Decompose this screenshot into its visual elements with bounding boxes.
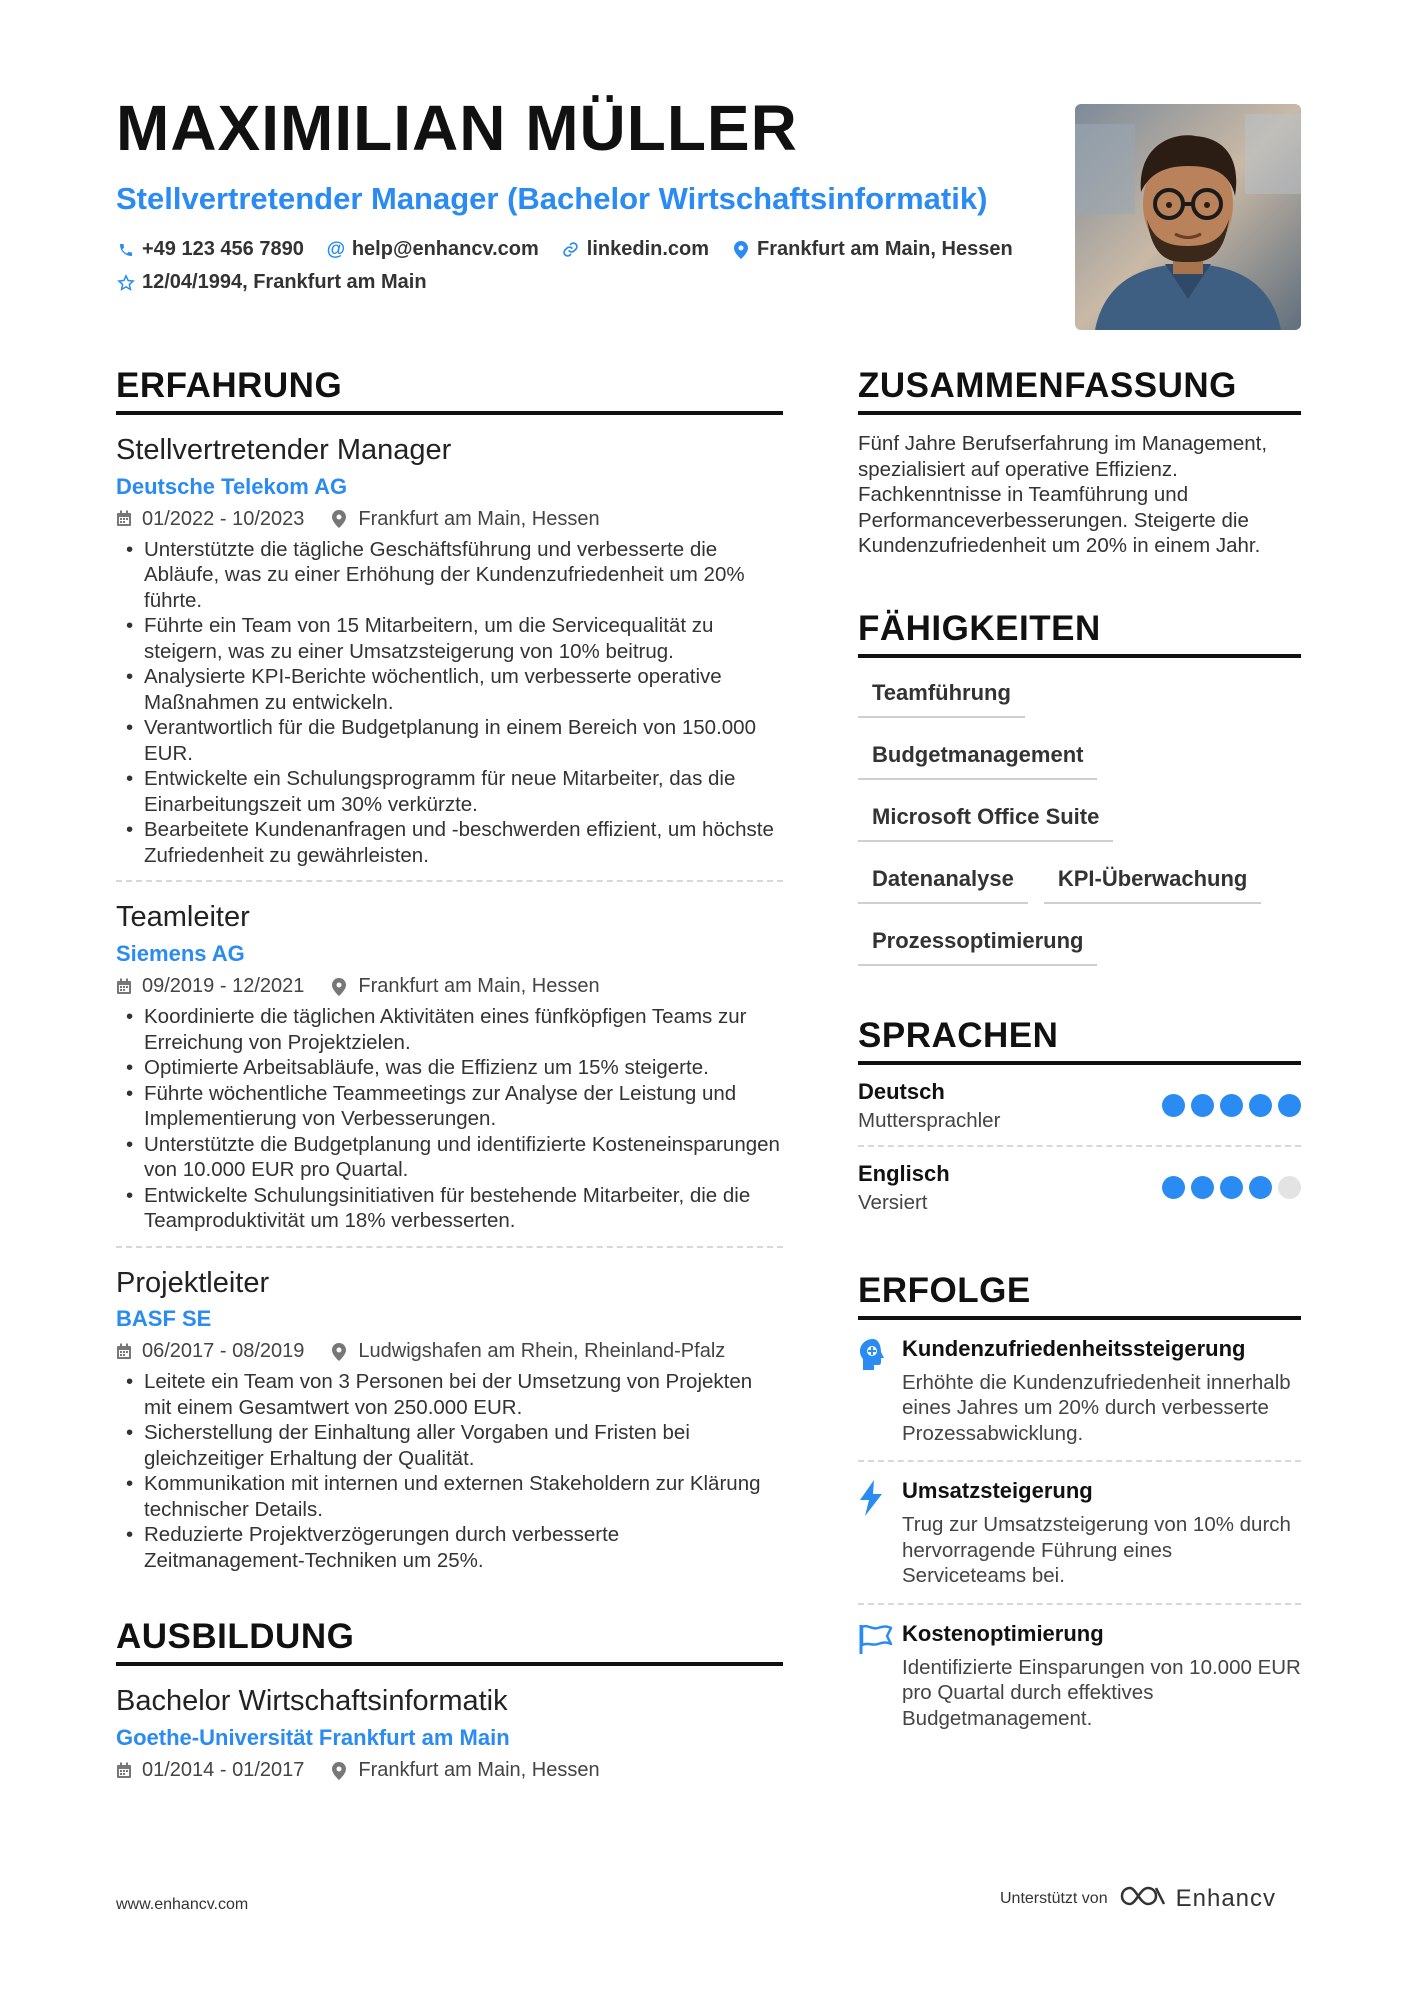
education-dates-text: 01/2014 - 01/2017 <box>142 1759 305 1782</box>
contact-birth <box>116 271 427 294</box>
phone-icon <box>116 240 136 260</box>
location-text: Frankfurt am Main, Hessen <box>757 238 1013 261</box>
language-item <box>858 1145 1301 1227</box>
education-meta <box>116 1759 783 1782</box>
job-bullets <box>116 537 783 869</box>
job-location-text: Frankfurt am Main, Hessen <box>358 975 600 998</box>
right-column <box>858 368 1301 1745</box>
candidate-title: Stellvertretender Manager (Bachelor Wirtschaftsinformatik) <box>116 181 988 216</box>
bullet-item: • Entwickelte Schulungsinitiativen für bestehende Mitarbeiter, die die Teamproduktivität um 18% verbesserten. <box>116 1183 783 1234</box>
flag-icon <box>858 1621 902 1732</box>
skills-list <box>858 672 1301 966</box>
job-dates <box>116 508 304 531</box>
skill-tag: Prozessoptimierung <box>858 920 1097 966</box>
phone-text: +49 123 456 7890 <box>142 238 304 261</box>
education-entry <box>116 1666 783 1782</box>
job-meta <box>116 1340 783 1363</box>
location-pin-icon <box>332 1343 350 1361</box>
skill-tag: KPI-Überwachung <box>1044 858 1261 904</box>
job-location-text: Frankfurt am Main, Hessen <box>358 507 600 530</box>
lightning-icon <box>858 1478 902 1589</box>
rating-dot <box>1220 1094 1243 1117</box>
skill-tag: Microsoft Office Suite <box>858 796 1113 842</box>
education-heading: AUSBILDUNG <box>116 1619 783 1666</box>
language-level: Muttersprachler <box>858 1108 1001 1132</box>
education-location-text: Frankfurt am Main, Hessen <box>358 1759 600 1782</box>
email-text: help@enhancv.com <box>351 238 539 261</box>
calendar-icon <box>116 978 134 996</box>
job-location <box>332 508 599 531</box>
language-rating <box>1162 1176 1301 1199</box>
at-icon: @ <box>326 238 346 260</box>
calendar-icon <box>116 1343 134 1361</box>
birth-text: 12/04/1994, Frankfurt am Main <box>142 271 427 294</box>
left-column <box>116 368 783 1782</box>
bullet-item: • Unterstützte die Budgetplanung und identifizierte Kosteneinsparungen von 10.000 EUR pro Quartal. <box>116 1132 783 1183</box>
linkedin-text: linkedin.com <box>586 238 710 261</box>
languages-list <box>858 1065 1301 1227</box>
job-location <box>332 975 599 998</box>
skill-tag: Datenanalyse <box>858 858 1028 904</box>
calendar-icon <box>116 1762 134 1780</box>
job-bullets <box>116 1004 783 1234</box>
job-dates <box>116 975 304 998</box>
bullet-item: • Führte wöchentliche Teammeetings zur Analyse der Leistung und Implementierung von Verbesserungen. <box>116 1081 783 1132</box>
languages-heading: SPRACHEN <box>858 1018 1301 1065</box>
achievement-desc: Erhöhte die Kundenzufriedenheit innerhalb eines Jahres um 20% durch verbesserte Prozessabwicklung. <box>902 1370 1291 1445</box>
profile-photo <box>1075 104 1301 330</box>
resume-header <box>116 92 1056 294</box>
rating-dot <box>1191 1094 1214 1117</box>
achievement-desc: Trug zur Umsatzsteigerung von 10% durch hervorragende Führung eines Serviceteams bei. <box>902 1513 1291 1587</box>
bullet-item: • Entwickelte ein Schulungsprogramm für neue Mitarbeiter, das die Einarbeitungszeit um 30% verkürzte. <box>116 766 783 817</box>
language-item <box>858 1065 1301 1145</box>
skills-heading: FÄHIGKEITEN <box>858 611 1301 658</box>
language-name: Deutsch <box>858 1078 945 1104</box>
rating-dot <box>1220 1176 1243 1199</box>
bullet-item: • Analysierte KPI-Berichte wöchentlich, um verbesserte operative Maßnahmen zu entwickeln. <box>116 664 783 715</box>
rating-dot <box>1249 1094 1272 1117</box>
brand-name: Enhancv <box>1175 1884 1277 1912</box>
achievement-item <box>858 1320 1301 1461</box>
achievement-title: Umsatzsteigerung <box>902 1478 1093 1503</box>
achievement-item <box>858 1603 1301 1746</box>
job-dates-text: 09/2019 - 12/2021 <box>142 975 305 998</box>
achievements-list <box>858 1320 1301 1746</box>
achievement-desc: Identifizierte Einsparungen von 10.000 EUR pro Quartal durch effektives Budgetmanagement. <box>902 1655 1301 1730</box>
location-pin-icon <box>332 1762 350 1780</box>
job-role: Teamleiter <box>116 901 250 934</box>
bullet-item: • Kommunikation mit internen und externen Stakeholdern zur Klärung technischer Details. <box>116 1471 783 1522</box>
job-location <box>332 1340 725 1363</box>
summary-heading: ZUSAMMENFASSUNG <box>858 368 1301 415</box>
contact-email[interactable] <box>326 238 539 261</box>
job-company: Siemens AG <box>116 941 245 967</box>
location-pin-icon <box>332 978 350 996</box>
job-entry <box>116 882 783 1247</box>
job-entry <box>116 415 783 882</box>
summary-text: Fünf Jahre Berufserfahrung im Management, spezialisiert auf operative Effizienz. Fachkenntnisse in Teamführung und Performanceverbesserungen. Steigerte die Kundenzufriedenheit um 20% in einem Jahr. <box>858 432 1268 557</box>
enhancv-logo-icon <box>1118 1884 1166 1913</box>
footer-website[interactable]: www.enhancv.com <box>116 1896 249 1913</box>
bullet-item: • Koordinierte die täglichen Aktivitäten eines fünfköpfigen Teams zur Erreichung von Projektzielen. <box>116 1004 783 1055</box>
bullet-item: • Verantwortlich für die Budgetplanung in einem Bereich von 150.000 EUR. <box>116 715 783 766</box>
contact-location <box>731 238 1013 261</box>
rating-dot <box>1162 1176 1185 1199</box>
education-location <box>332 1759 599 1782</box>
bullet-item: • Sicherstellung der Einhaltung aller Vorgaben und Fristen bei gleichzeitiger Erhaltung der Qualität. <box>116 1420 783 1471</box>
bullet-item: • Bearbeitete Kundenanfragen und -beschwerden effizient, um höchste Zufriedenheit zu gewährleisten. <box>116 817 783 868</box>
job-meta <box>116 975 783 998</box>
location-pin-icon <box>731 240 751 260</box>
achievement-item <box>858 1460 1301 1603</box>
achievements-heading: ERFOLGE <box>858 1273 1301 1320</box>
rating-dot <box>1278 1176 1301 1199</box>
experience-heading: ERFAHRUNG <box>116 368 783 415</box>
job-dates <box>116 1340 304 1363</box>
job-location-text: Ludwigshafen am Rhein, Rheinland-Pfalz <box>358 1340 726 1363</box>
candidate-name: MAXIMILIAN MÜLLER <box>116 92 798 164</box>
job-company: Deutsche Telekom AG <box>116 473 348 499</box>
job-meta <box>116 508 783 531</box>
contact-list <box>116 238 1056 294</box>
job-role: Stellvertretender Manager <box>116 434 452 466</box>
contact-phone[interactable] <box>116 238 304 261</box>
bullet-item: • Unterstützte die tägliche Geschäftsführung und verbesserte die Abläufe, was zu einer Erhöhung der Kundenzufriedenheit um 20% führte. <box>116 537 783 614</box>
footer-branding <box>1000 1884 1276 1913</box>
education-school: Goethe-Universität Frankfurt am Main <box>116 1725 510 1751</box>
head-bulb-icon <box>858 1336 902 1447</box>
language-rating <box>1162 1094 1301 1117</box>
contact-linkedin[interactable] <box>561 238 709 261</box>
rating-dot <box>1249 1176 1272 1199</box>
skill-tag: Budgetmanagement <box>858 734 1097 780</box>
bullet-item: • Leitete ein Team von 3 Personen bei der Umsetzung von Projekten mit einem Gesamtwert von 250.000 EUR. <box>116 1369 783 1420</box>
job-bullets <box>116 1369 783 1573</box>
education-degree: Bachelor Wirtschaftsinformatik <box>116 1685 508 1718</box>
bullet-item: • Reduzierte Projektverzögerungen durch verbesserte Zeitmanagement-Techniken um 25%. <box>116 1522 783 1573</box>
achievement-title: Kundenzufriedenheitssteigerung <box>902 1335 1246 1361</box>
powered-by-text: Unterstützt von <box>1000 1889 1108 1907</box>
rating-dot <box>1162 1094 1185 1117</box>
link-icon <box>561 240 581 260</box>
calendar-icon <box>116 510 134 528</box>
language-name: Englisch <box>858 1160 950 1186</box>
bullet-item: • Führte ein Team von 15 Mitarbeitern, um die Servicequalität zu steigern, was zu einer Umsatzsteigerung von 10% beitrug. <box>116 613 783 664</box>
job-role: Projektleiter <box>116 1266 270 1299</box>
language-level: Versiert <box>858 1190 928 1214</box>
skill-tag: Teamführung <box>858 672 1025 718</box>
education-dates <box>116 1759 304 1782</box>
job-dates-text: 06/2017 - 08/2019 <box>142 1340 305 1363</box>
achievement-title: Kostenoptimierung <box>902 1620 1104 1646</box>
job-dates-text: 01/2022 - 10/2023 <box>142 507 305 530</box>
star-icon <box>116 273 136 293</box>
job-entry <box>116 1248 783 1574</box>
location-pin-icon <box>332 510 350 528</box>
rating-dot <box>1191 1176 1214 1199</box>
rating-dot <box>1278 1094 1301 1117</box>
bullet-item: • Optimierte Arbeitsabläufe, was die Effizienz um 15% steigerte. <box>116 1055 783 1081</box>
job-company: BASF SE <box>116 1306 212 1332</box>
